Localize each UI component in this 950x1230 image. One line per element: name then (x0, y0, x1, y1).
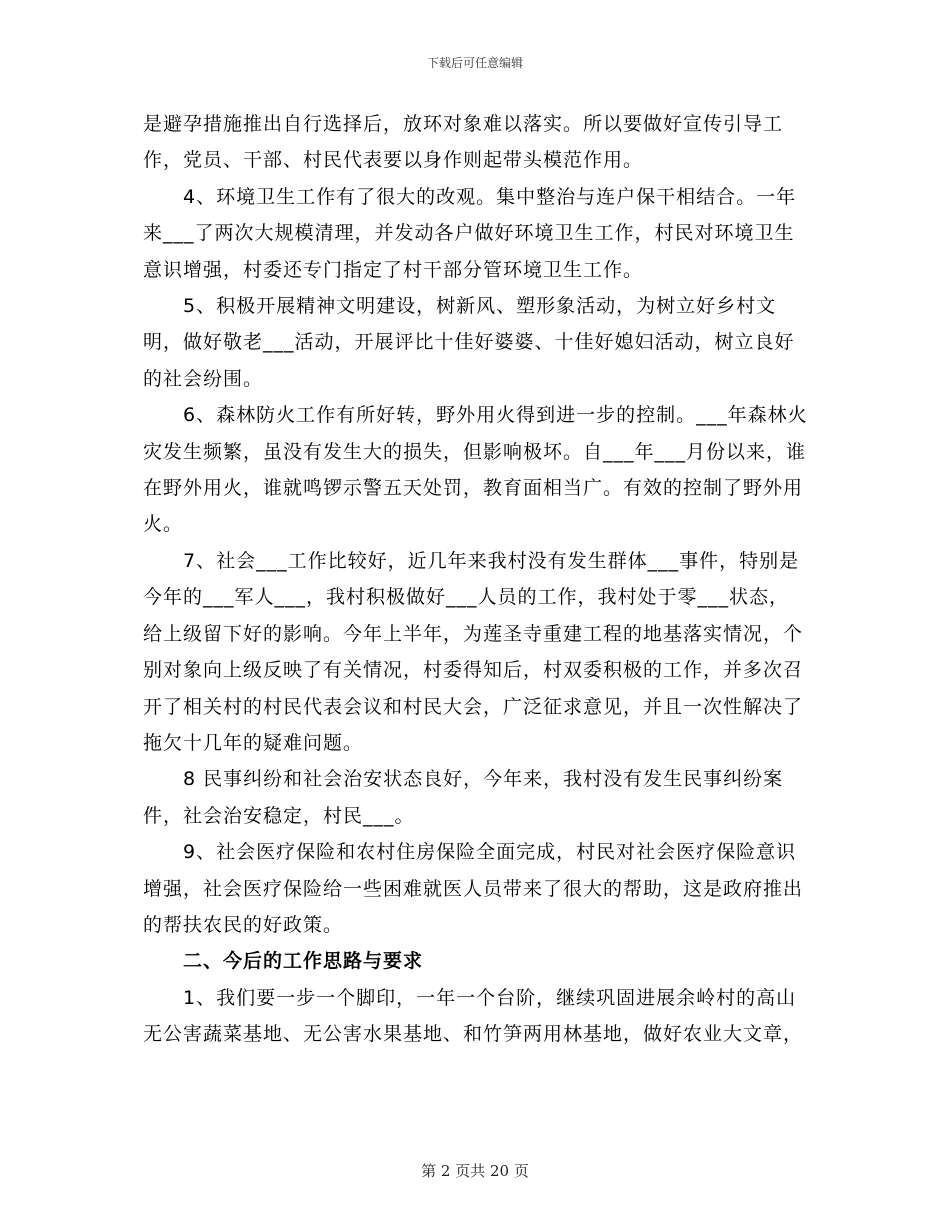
page-header: 下载后可任意编辑 (426, 56, 523, 70)
document-body (143, 106, 808, 1053)
paragraph-civil-disputes: 8 民事纠纷和社会治安状态良好，今年来，我村没有发生民事纠纷案件，社会治安稳定，村民___。 (143, 768, 784, 827)
paragraph-medical-insurance: 9、社会医疗保险和农村住房保险全面完成，村民对社会医疗保险意识增强，社会医疗保险给一些困难就医人员带来了很大的帮助，这是政府推出的帮扶农民的好政策。 (143, 841, 804, 936)
paragraph-contraception: 是避孕措施推出自行选择后，放环对象难以落实。所以要做好宣传引导工作，党员、干部、村民代表要以身作则起带头模范作用。 (143, 113, 784, 172)
paragraph-social-stability: 7、社会___工作比较好，近几年来我村没有发生群体___事件，特别是今年的___军人___，我村积极做好___人员的工作，我村处于零___状态，给上级留下好的影响。今年上半年，为莲圣寺重建工程的地基落实情况，个别对象向上级反映了有关情况，村委得知后，村双委积极的工作，并多次召开了相关村的村民代表会议和村民大会，广泛征求意见，并且一次性解决了拖欠十几年的疑难问题。 (143, 549, 804, 754)
paragraph-civilization: 5、积极开展精神文明建设，树新风、塑形象活动，为树立好乡村文明，做好敬老___活动，开展评比十佳好婆婆、十佳好媳妇活动，树立良好的社会纷围。 (143, 295, 795, 390)
page-footer: 第 2 页共 20 页 (421, 1162, 529, 1180)
paragraph-future-plan: 1、我们要一步一个脚印，一年一个台阶，继续巩固进展余岭村的高山无公害蔬菜基地、无公害水果基地、和竹笋两用林基地，做好农业大文章， (143, 986, 804, 1046)
paragraph-fire-prevention: 6、森林防火工作有所好转，野外用火得到进一步的控制。___年森林火灾发生频繁，虽没有发生大的损失，但影响极坏。自___年___月份以来，谁在野外用火，谁就鸣锣示警五天处罚，教育面相当广。有效的控制了野外用火。 (143, 404, 808, 536)
section-heading: 二、今后的工作思路与要求 (183, 950, 424, 973)
paragraph-environment: 4、环境卫生工作有了很大的改观。集中整治与连户保干相结合。一年来___了两次大规模清理，并发动各户做好环境卫生工作，村民对环境卫生意识增强，村委还专门指定了村干部分管环境卫生工作。 (143, 185, 797, 281)
